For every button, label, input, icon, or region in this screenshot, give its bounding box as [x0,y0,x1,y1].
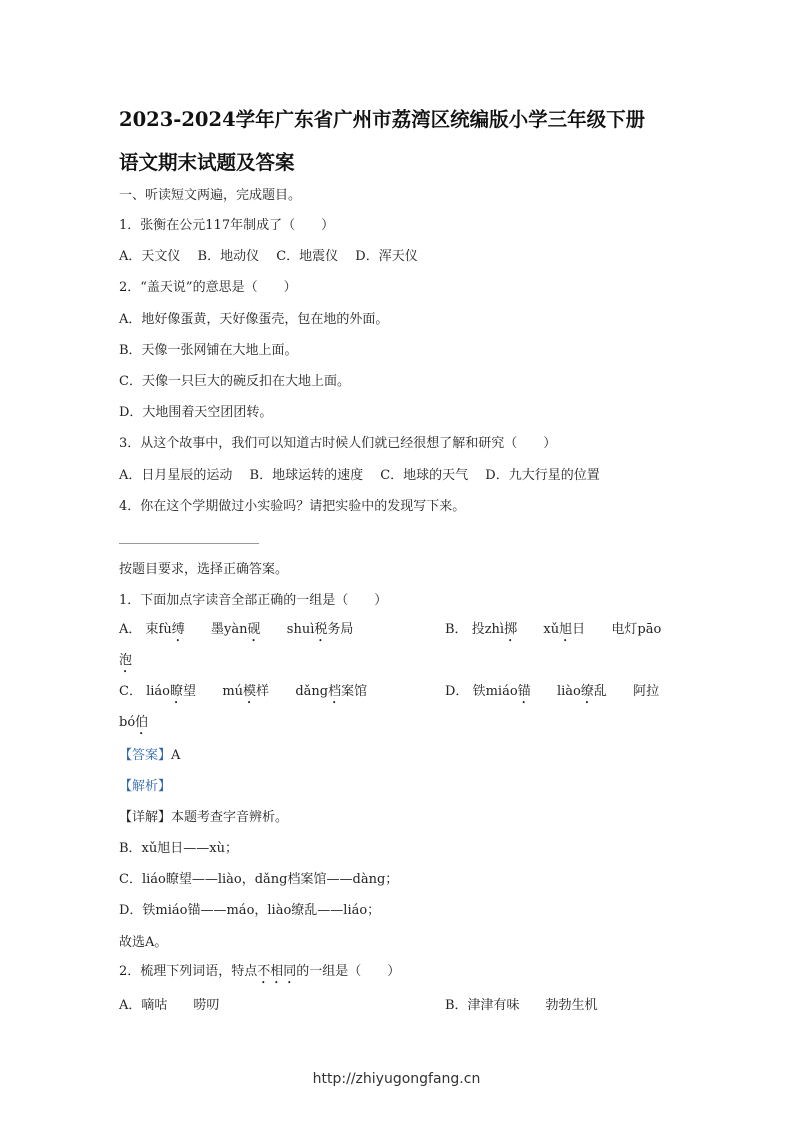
question-text: 2．梳理下列词语，特点 [119,964,258,979]
pinyin-text: 墨yàn [211,622,248,637]
dotted-char: 伯 [135,715,149,730]
pinyin-text: dǎng [295,684,329,699]
question-3-options: A．日月星辰的运动 B．地球运转的速度 C．地球的天气 D．九大行星的位置 [119,468,600,483]
conclusion: 故选A。 [119,935,168,950]
dotted-char: 模 [243,684,257,699]
choice-q1-option-a [119,622,353,645]
document-title-line1: 2023-2024学年广东省广州市荔湾区统编版小学三年级下册 [119,108,646,131]
question-1: 1．张衡在公元117年制成了（ ） [119,218,335,233]
pinyin-text: 铁miáo [472,684,518,699]
choice-q1-option-d [445,684,659,707]
section1-heading: 一、听读短文两遍，完成题目。 [119,188,302,203]
word-suffix: 样 [256,684,270,699]
choice-q1-option-b-wrap [119,653,132,676]
dotted-text: 不相同 [257,964,297,979]
choice-q2-option-a: A．嘀咕 唠叨 [119,998,220,1013]
dotted-char: 泡 [119,653,133,668]
pinyin-text: 电灯pāo [611,622,662,637]
question-3: 3．从这个故事中，我们可以知道古时候人们就已经很想了解和研究（ ） [119,436,557,451]
question-4: 4．你在这个学期做过小实验吗？请把实验中的发现写下来。 [119,499,466,514]
question-text: 的一组是（ ） [296,964,401,979]
question-2-option-a: A．地好像蛋黄，天好像蛋壳，包在地的外面。 [119,312,389,327]
option-label: C． [119,684,142,699]
option-label: A． [119,622,142,637]
detail-d: D．铁miáo锚——máo，liào缭乱——liáo； [119,903,381,918]
pinyin-text: xǔ [543,622,560,637]
pinyin-text: mú [222,684,244,699]
question-2-option-b: B．天像一张网铺在大地上面。 [119,343,298,358]
detail-line: 【详解】本题考查字音辨析。 [119,810,289,825]
word-suffix: 望 [183,684,197,699]
dotted-char: 瞭 [170,684,184,699]
analysis-label: 【解析】 [119,779,172,794]
footer-url[interactable]: http://zhiyugongfang.cn [312,1071,481,1087]
dotted-char: 旭 [559,622,573,637]
question-2-option-c: C．天像一只巨大的碗反扣在大地上面。 [119,374,350,389]
word-suffix: 务局 [327,622,354,637]
question-2-option-d: D．大地围着天空团团转。 [119,405,273,420]
pinyin-text: liào [556,684,581,699]
word-suffix: 案馆 [341,684,368,699]
pinyin-text: 束fù [145,622,172,637]
word-suffix: 日 [572,622,586,637]
question-2: 2．“盖天说”的意思是（ ） [119,280,297,295]
choice-question-2 [119,964,400,987]
option-label: B． [445,622,468,637]
dotted-char: 档 [328,684,342,699]
pinyin-text: bó [119,715,136,730]
pinyin-text: liáo [146,684,170,699]
dotted-char: 缚 [171,622,185,637]
dotted-char: 税 [314,622,328,637]
answer-label: 【答案】 [119,748,172,763]
section2-heading: 按题目要求，选择正确答案。 [119,562,289,577]
question-1-options: A．天文仪 B．地动仪 C．地震仪 D．浑天仪 [119,249,418,264]
dotted-char: 砚 [247,622,261,637]
pinyin-text: shuì [286,622,315,637]
choice-q1-option-c [119,684,367,707]
section-divider [119,543,259,544]
dotted-char: 缭 [580,684,594,699]
choice-q1-option-b [445,622,661,645]
pinyin-text: 投zhì [471,622,505,637]
pinyin-text: 阿拉 [633,684,660,699]
detail-b: B．xǔ旭日——xù； [119,841,238,856]
word-suffix: 乱 [593,684,607,699]
choice-q2-option-b: B．津津有味 勃勃生机 [445,998,598,1013]
dotted-char: 掷 [504,622,518,637]
detail-c: C．liáo瞭望——liào，dǎng档案馆——dàng； [119,872,399,887]
document-title-line2: 语文期末试题及答案 [119,151,295,174]
choice-q1-option-d-wrap [119,715,148,738]
answer-line [119,748,180,764]
dotted-char: 锚 [517,684,531,699]
answer-value: A [171,748,181,763]
option-label: D． [445,684,469,699]
choice-question-1: 1．下面加点字读音全部正确的一组是（ ） [119,593,388,608]
